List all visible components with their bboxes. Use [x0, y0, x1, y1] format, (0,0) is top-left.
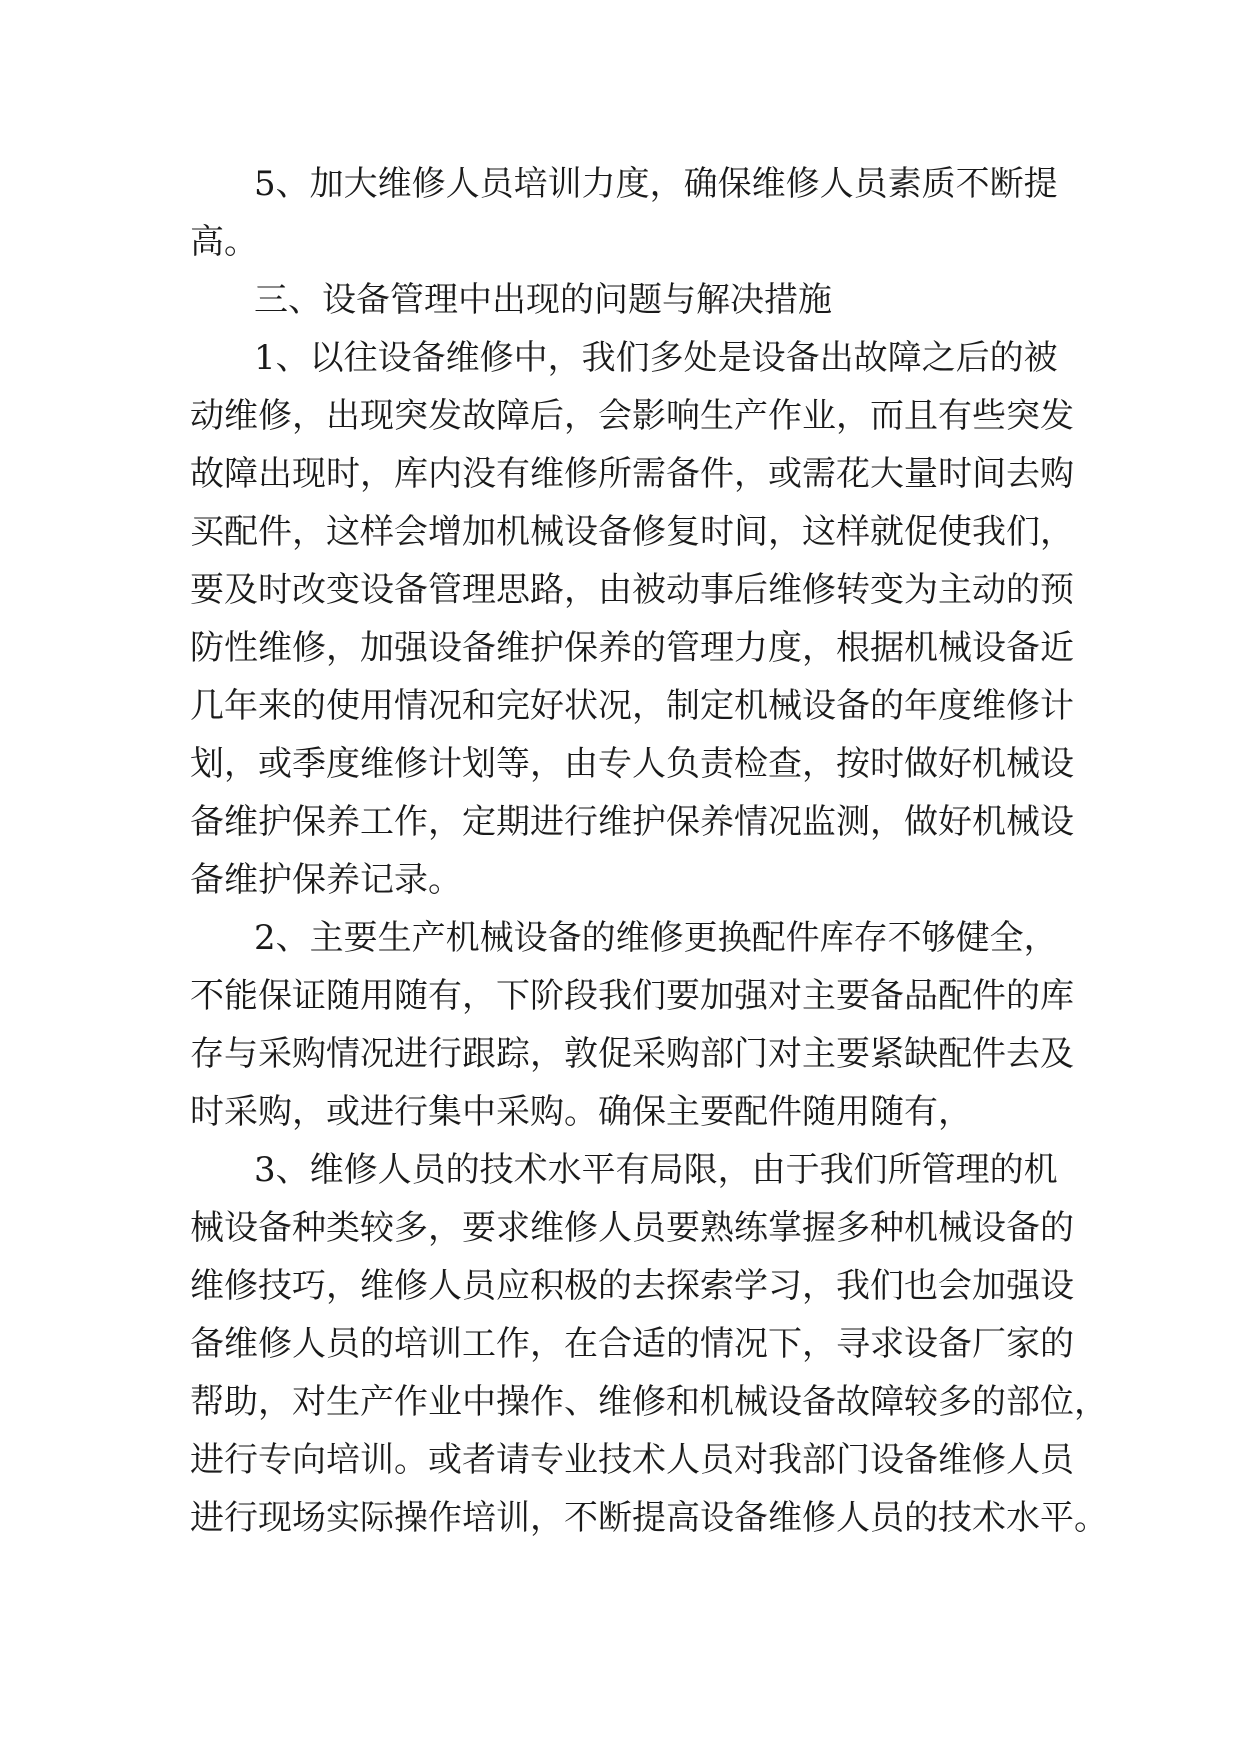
text-line: 1、以往设备维修中，我们多处是设备出故障之后的被 [254, 338, 1058, 378]
text-line: 备维护保养工作，定期进行维护保养情况监测，做好机械设 [190, 802, 1074, 842]
text-line: 存与采购情况进行跟踪，敦促采购部门对主要紧缺配件去及 [190, 1034, 1074, 1074]
text-line: 防性维修，加强设备维护保养的管理力度，根据机械设备近 [190, 628, 1074, 668]
text-line: 几年来的使用情况和完好状况，制定机械设备的年度维修计 [190, 686, 1074, 726]
text-line: 2、主要生产机械设备的维修更换配件库存不够健全， [254, 918, 1058, 958]
text-line: 进行专向培训。或者请专业技术人员对我部门设备维修人员 [190, 1440, 1074, 1480]
text-line: 进行现场实际操作培训，不断提高设备维修人员的技术水平。 [190, 1498, 1108, 1538]
text-line: 帮助，对生产作业中操作、维修和机械设备故障较多的部位， [190, 1382, 1108, 1422]
text-line: 3、维修人员的技术水平有局限，由于我们所管理的机 [254, 1150, 1058, 1190]
text-line: 要及时改变设备管理思路，由被动事后维修转变为主动的预 [190, 570, 1074, 610]
text-line: 5、加大维修人员培训力度，确保维修人员素质不断提 [254, 164, 1058, 204]
text-line: 不能保证随用随有，下阶段我们要加强对主要备品配件的库 [190, 976, 1074, 1016]
text-line: 划，或季度维修计划等，由专人负责检查，按时做好机械设 [190, 744, 1074, 784]
text-line: 动维修，出现突发故障后，会影响生产作业，而且有些突发 [190, 396, 1074, 436]
text-line: 械设备种类较多，要求维修人员要熟练掌握多种机械设备的 [190, 1208, 1074, 1248]
text-line: 备维护保养记录。 [190, 860, 462, 900]
text-line: 高。 [190, 222, 258, 262]
text-line: 故障出现时，库内没有维修所需备件，或需花大量时间去购 [190, 454, 1074, 494]
text-line: 买配件，这样会增加机械设备修复时间，这样就促使我们， [190, 512, 1074, 552]
text-line: 维修技巧，维修人员应积极的去探索学习，我们也会加强设 [190, 1266, 1074, 1306]
text-line: 时采购，或进行集中采购。确保主要配件随用随有， [190, 1092, 972, 1132]
text-line: 备维修人员的培训工作，在合适的情况下，寻求设备厂家的 [190, 1324, 1074, 1364]
section-heading: 三、设备管理中出现的问题与解决措施 [254, 280, 832, 320]
